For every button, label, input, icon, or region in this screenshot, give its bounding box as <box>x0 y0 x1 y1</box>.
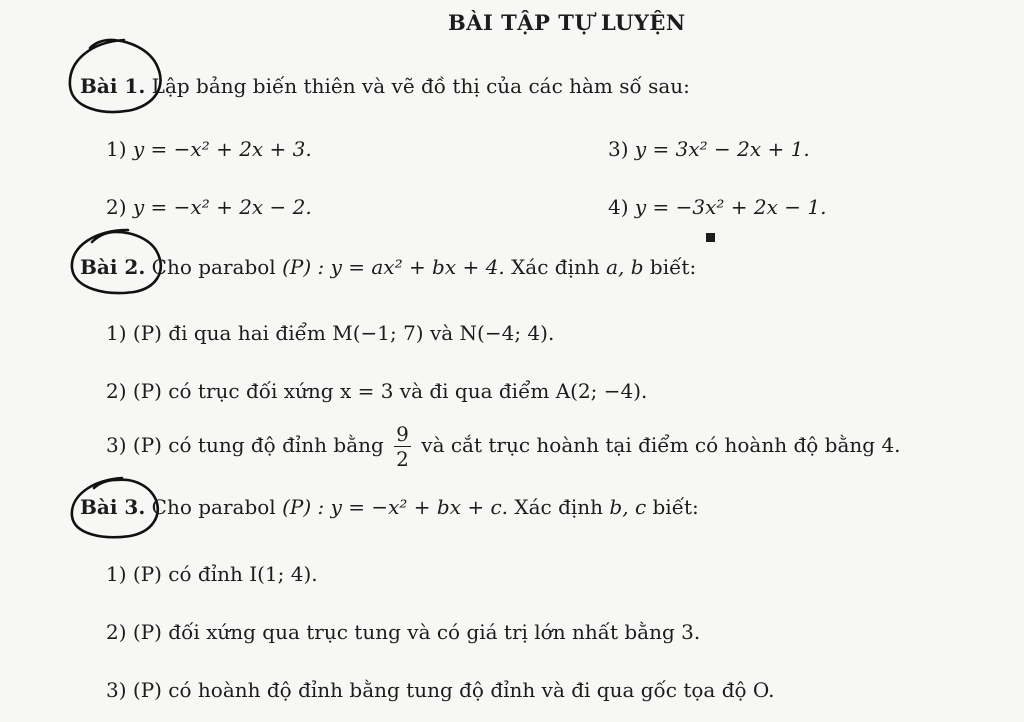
item-expression: y = −x² + 2x − 2. <box>132 195 312 219</box>
fraction-denominator: 2 <box>396 447 409 471</box>
exercise-2-item-2 <box>106 379 647 403</box>
exercise-1-item-4 <box>608 195 826 219</box>
item-number: 2) <box>106 620 127 644</box>
exercise-2-prompt-verb: Xác định <box>511 255 600 279</box>
exercise-3-item-2 <box>106 620 700 644</box>
item-expression: y = 3x² − 2x + 1. <box>634 137 810 161</box>
exercise-2-prompt-end: biết: <box>649 255 697 279</box>
exercise-3-prompt: Cho parabol <box>151 495 276 519</box>
item-number: 4) <box>608 195 629 219</box>
exercise-1-item-1 <box>106 137 312 161</box>
item-expression: y = −3x² + 2x − 1. <box>634 195 827 219</box>
item-text: (P) có tung độ đỉnh bằng <box>132 433 384 457</box>
item-text: (P) có trục đối xứng x = 3 và đi qua điểm A(2; −4). <box>132 379 648 403</box>
fraction-numerator: 9 <box>396 422 409 446</box>
exercise-3-item-3 <box>106 678 774 702</box>
exercise-2-parabol: (P) : y = ax² + bx + 4. <box>282 255 505 279</box>
exercise-3-prompt-end: biết: <box>652 495 699 519</box>
item-number: 3) <box>106 433 127 457</box>
item-number: 1) <box>106 562 127 586</box>
exercise-2-prompt: Cho parabol <box>151 255 276 279</box>
item-text: (P) có hoành độ đỉnh bằng tung độ đỉnh và đi qua gốc tọa độ O. <box>132 678 775 702</box>
exercise-2-item-1 <box>106 321 554 345</box>
exercise-2-vars: a, b <box>606 255 644 279</box>
exercise-2-label: Bài 2. <box>80 255 146 279</box>
item-number: 1) <box>106 321 127 345</box>
exercise-3-vars: b, c <box>609 495 647 519</box>
item-text: (P) đối xứng qua trục tung và có giá trị lớn nhất bằng 3. <box>132 620 701 644</box>
item-number: 2) <box>106 195 127 219</box>
item-text: (P) có đỉnh I(1; 4). <box>132 562 318 586</box>
ink-mark <box>706 233 715 242</box>
exercise-1-item-2 <box>106 195 312 219</box>
page-title: BÀI TẬP TỰ LUYỆN <box>448 10 686 35</box>
item-number: 2) <box>106 379 127 403</box>
item-expression: y = −x² + 2x + 3. <box>132 137 312 161</box>
item-text: (P) đi qua hai điểm M(−1; 7) và N(−4; 4). <box>132 321 555 345</box>
exercise-3-item-1 <box>106 562 318 586</box>
exercise-3-label: Bài 3. <box>80 495 146 519</box>
item-number: 3) <box>106 678 127 702</box>
exercise-2-item-3 <box>106 424 901 469</box>
exercise-3-heading <box>80 495 699 519</box>
item-text-continued: và cắt trục hoành tại điểm có hoành độ bằng 4. <box>421 433 901 457</box>
exercise-3-parabol: (P) : y = −x² + bx + c. <box>282 495 509 519</box>
exercise-1-prompt: Lập bảng biến thiên và vẽ đồ thị của các hàm số sau: <box>151 74 690 98</box>
exercise-2-heading <box>80 255 696 279</box>
exercise-1-label: Bài 1. <box>80 74 146 98</box>
item-number: 1) <box>106 137 127 161</box>
exercise-1-heading <box>80 74 690 98</box>
exercise-3-prompt-verb: Xác định <box>514 495 604 519</box>
item-number: 3) <box>608 137 629 161</box>
fraction <box>394 424 411 469</box>
exercise-1-item-3 <box>608 137 810 161</box>
